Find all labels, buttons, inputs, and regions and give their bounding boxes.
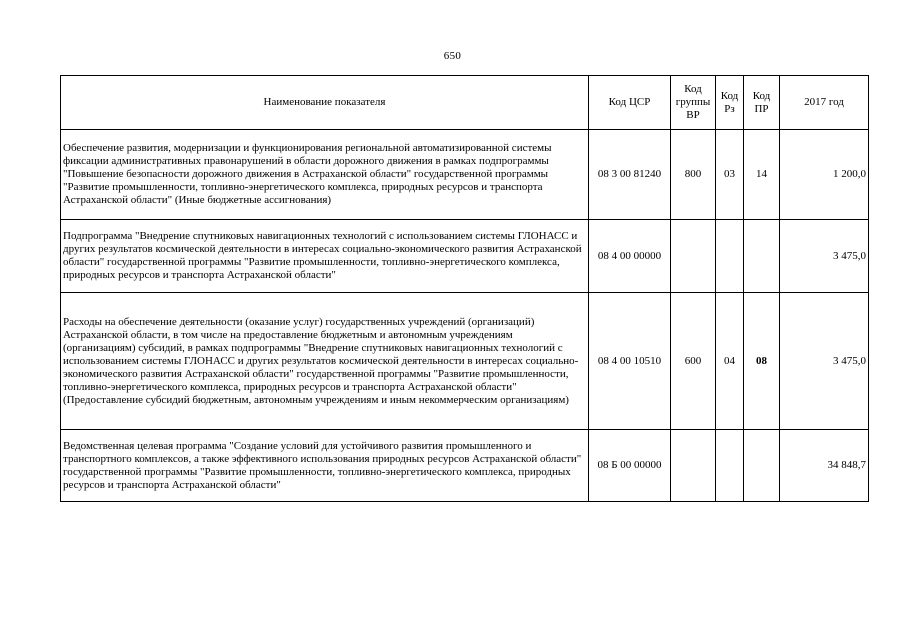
row-rz: 04 [716, 293, 744, 430]
row-rz: 03 [716, 130, 744, 220]
row-vr: 800 [671, 130, 716, 220]
row-pr: 14 [744, 130, 780, 220]
table-row [61, 130, 869, 220]
header-year: 2017 год [780, 76, 869, 130]
table-header [61, 76, 869, 130]
row-vr: 600 [671, 293, 716, 430]
row-vr [671, 430, 716, 502]
row-amount: 1 200,0 [780, 130, 869, 220]
header-pr: Код ПР [744, 76, 780, 130]
header-csr: Код ЦСР [589, 76, 671, 130]
row-amount: 3 475,0 [780, 293, 869, 430]
budget-table [60, 75, 869, 502]
row-csr: 08 4 00 10510 [589, 293, 671, 430]
table-row [61, 220, 869, 293]
row-csr: 08 4 00 00000 [589, 220, 671, 293]
row-amount: 34 848,7 [780, 430, 869, 502]
row-name: Подпрограмма "Внедрение спутниковых навигационных технологий с использованием системы ГЛОНАСС и других результатов космической деятельности в интересах социально-экономического развития Астраханской области" государственной программы "Развитие промышленности, топливно-энергетического комплекса, природных ресурсов и транспорта Астраханской области" [61, 220, 589, 293]
page-number: 650 [443, 50, 462, 62]
row-vr [671, 220, 716, 293]
row-name: Обеспечение развития, модернизации и функционирования региональной автоматизированной системы фиксации административных правонарушений в области дорожного движения в рамках подпрограммы "Повышение безопасности дорожного движения в Астраханской области" государственной программы "Развитие промышленности, топливно-энергетического комплекса, природных ресурсов и транспорта Астраханской области" (Иные бюджетные ассигнования) [61, 130, 589, 220]
row-csr: 08 Б 00 00000 [589, 430, 671, 502]
table-row [61, 430, 869, 502]
row-amount: 3 475,0 [780, 220, 869, 293]
row-csr: 08 3 00 81240 [589, 130, 671, 220]
row-rz [716, 220, 744, 293]
header-rz: Код Рз [716, 76, 744, 130]
row-name: Расходы на обеспечение деятельности (оказание услуг) государственных учреждений (организаций) Астраханской области, в том числе на предоставление бюджетным и автономным учреждениям (организациям) субсидий, в рамках подпрограммы "Внедрение спутниковых навигационных технологий с использованием системы ГЛОНАСС и других результатов космической деятельности в интересах социально-экономического развития Астраханской области" государственной программы "Развитие промышленности, топливно-энергетического комплекса, природных ресурсов и транспорта Астраханской области" (Предоставление субсидий бюджетным, автономным учреждениям и иным некоммерческим организациям) [61, 293, 589, 430]
row-pr [744, 430, 780, 502]
row-name: Ведомственная целевая программа "Создание условий для устойчивого развития промышленного и транспортного комплексов, а также эффективного использования природных ресурсов Астраханской области" государственной программы "Развитие промышленности, топливно-энергетического комплекса, природных ресурсов и транспорта Астраханской области" [61, 430, 589, 502]
row-pr [744, 220, 780, 293]
row-pr: 08 [744, 293, 780, 430]
header-name: Наименование показателя [61, 76, 589, 130]
table-row [61, 293, 869, 430]
header-vr: Код группы ВР [671, 76, 716, 130]
row-rz [716, 430, 744, 502]
